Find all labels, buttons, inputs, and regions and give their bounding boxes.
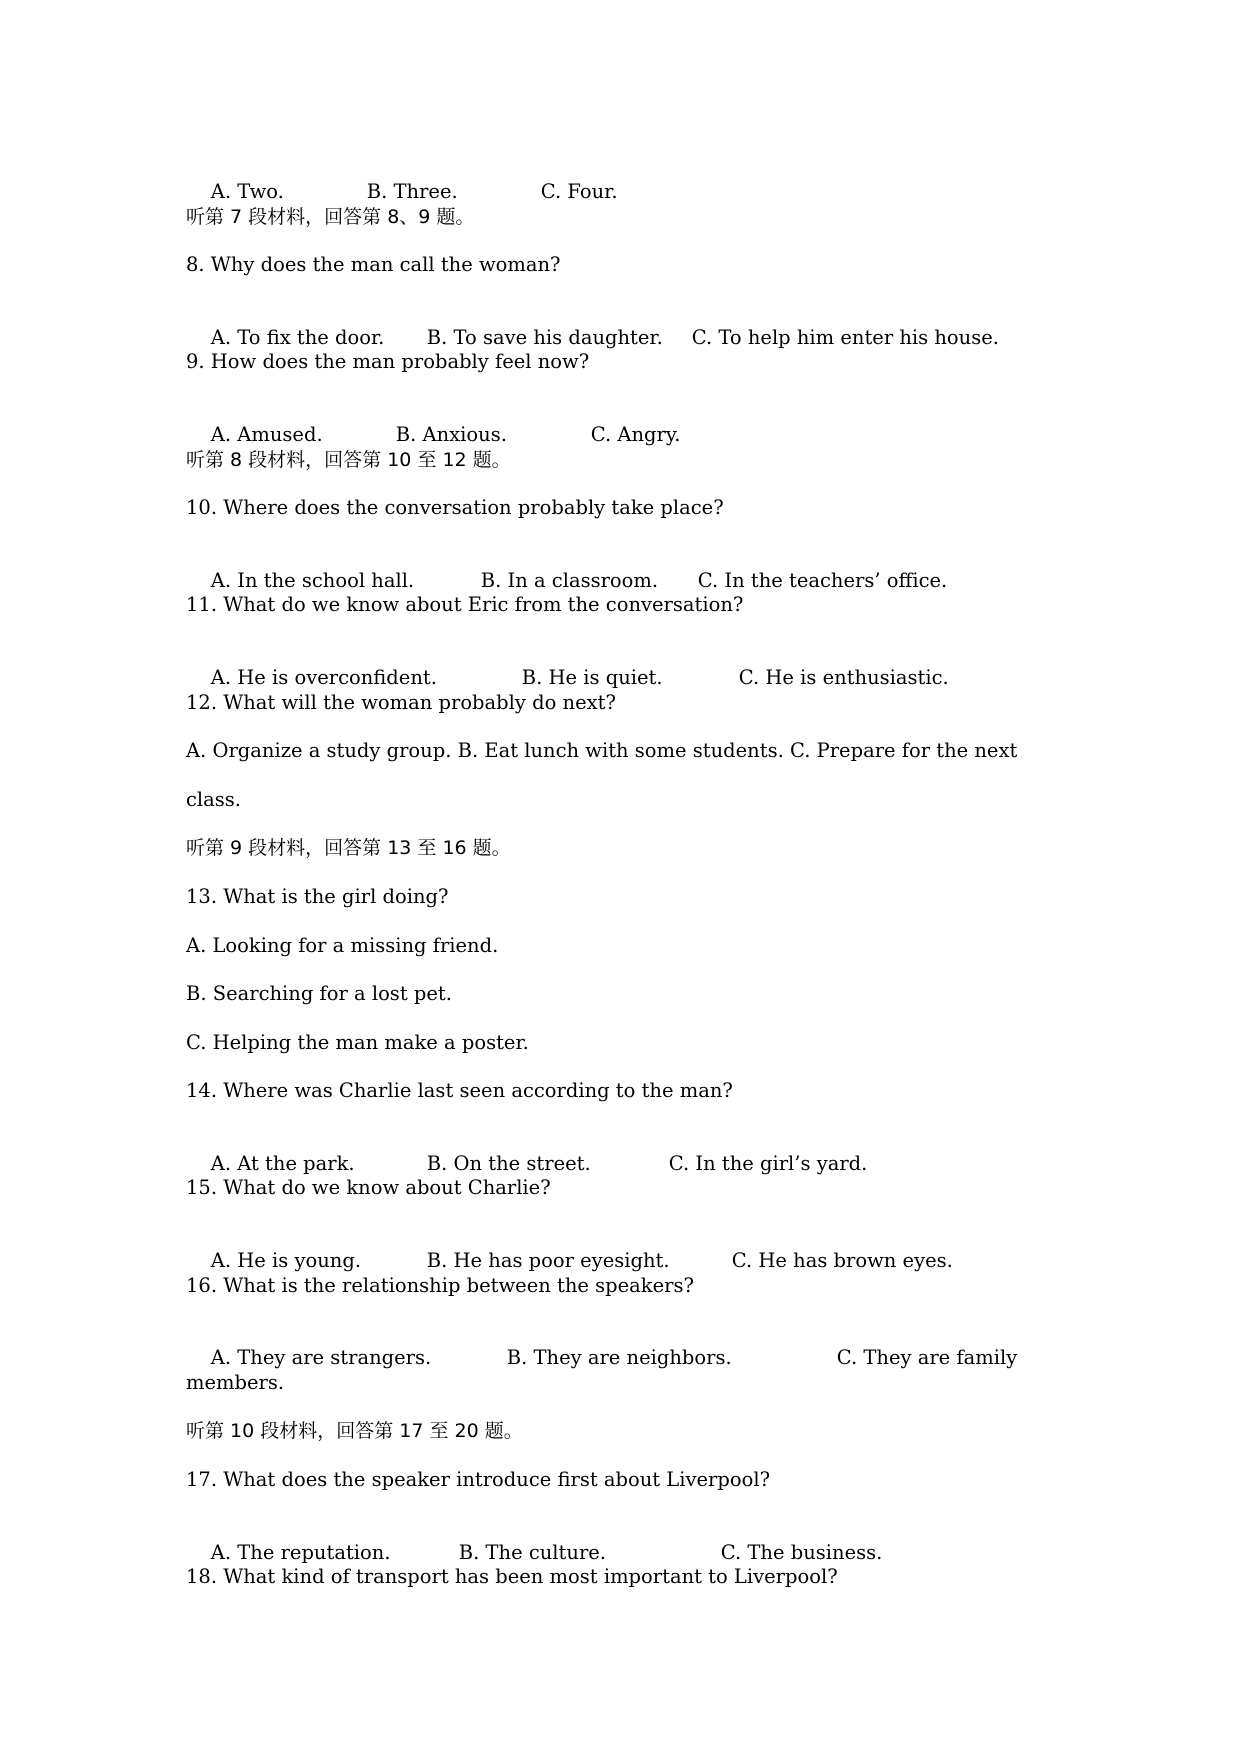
option-b: B. The culture.: [458, 1540, 606, 1564]
options-q7: [186, 156, 1066, 203]
options-q10: [186, 545, 1066, 592]
option-b: B. To save his daughter.: [426, 325, 663, 349]
option-c: C. Angry.: [590, 422, 681, 446]
option-a: A. To fix the door.: [210, 325, 385, 349]
options-q8: [186, 302, 1066, 349]
option-a: A. They are strangers.: [210, 1346, 432, 1370]
option-c: C. They are family: [836, 1346, 1018, 1370]
question-14: 14. Where was Charlie last seen according to the man?: [186, 1079, 733, 1103]
option-13c: C. Helping the man make a poster.: [186, 1030, 529, 1054]
option-a: A. At the park.: [210, 1151, 355, 1175]
option-a: A. Two.: [210, 180, 284, 203]
options-q16-continued: members.: [186, 1370, 285, 1394]
question-18: 18. What kind of transport has been most important to Liverpool?: [186, 1565, 838, 1589]
option-a: A. In the school hall.: [210, 568, 415, 592]
question-10: 10. Where does the conversation probably take place?: [186, 496, 724, 520]
question-12: 12. What will the woman probably do next?: [186, 690, 616, 714]
option-c: C. He has brown eyes.: [731, 1249, 953, 1273]
question-17: 17. What does the speaker introduce first about Liverpool?: [186, 1468, 771, 1492]
exam-page: [186, 156, 1066, 1614]
options-q17: [186, 1517, 1066, 1564]
options-q9: [186, 399, 1066, 446]
option-a: A. He is overconfident.: [210, 665, 437, 689]
section-heading-9: 听第 9 段材料，回答第 13 至 16 题。: [186, 837, 511, 860]
option-13b: B. Searching for a lost pet.: [186, 982, 452, 1006]
option-13a: A. Looking for a missing friend.: [186, 933, 499, 957]
section-heading-7: 听第 7 段材料，回答第 8、9 题。: [186, 205, 475, 228]
question-13: 13. What is the girl doing?: [186, 884, 449, 908]
options-q14: [186, 1128, 1066, 1175]
options-q16: [186, 1322, 1066, 1370]
options-q11: [186, 642, 1066, 689]
option-c: C. The business.: [720, 1540, 883, 1564]
option-c: C. To help him enter his house.: [691, 325, 999, 349]
option-a: A. He is young.: [210, 1249, 362, 1273]
option-c: C. In the girl’s yard.: [668, 1151, 868, 1175]
option-b: B. In a classroom.: [480, 568, 659, 592]
option-c: C. He is enthusiastic.: [738, 665, 949, 689]
section-heading-10: 听第 10 段材料，回答第 17 至 20 题。: [186, 1420, 523, 1443]
option-b: B. Three.: [366, 180, 458, 203]
section-heading-8: 听第 8 段材料，回答第 10 至 12 题。: [186, 448, 511, 471]
question-8: 8. Why does the man call the woman?: [186, 253, 561, 277]
option-b: B. He is quiet.: [521, 665, 663, 689]
question-11: 11. What do we know about Eric from the conversation?: [186, 593, 744, 617]
option-b: B. He has poor eyesight.: [426, 1249, 670, 1273]
options-q12: A. Organize a study group. B. Eat lunch with some students. C. Prepare for the next: [186, 739, 1018, 763]
options-q12-continued: class.: [186, 787, 241, 811]
options-q15: [186, 1225, 1066, 1273]
option-b: B. Anxious.: [395, 422, 507, 446]
option-c: C. Four.: [540, 180, 618, 203]
option-a: A. The reputation.: [210, 1540, 391, 1564]
option-c: C. In the teachers’ office.: [697, 568, 948, 592]
option-b: B. On the street.: [426, 1151, 591, 1175]
question-15: 15. What do we know about Charlie?: [186, 1176, 551, 1200]
option-a: A. Amused.: [210, 422, 323, 446]
question-16: 16. What is the relationship between the speakers?: [186, 1273, 694, 1297]
option-b: B. They are neighbors.: [506, 1346, 732, 1370]
question-9: 9. How does the man probably feel now?: [186, 350, 590, 374]
